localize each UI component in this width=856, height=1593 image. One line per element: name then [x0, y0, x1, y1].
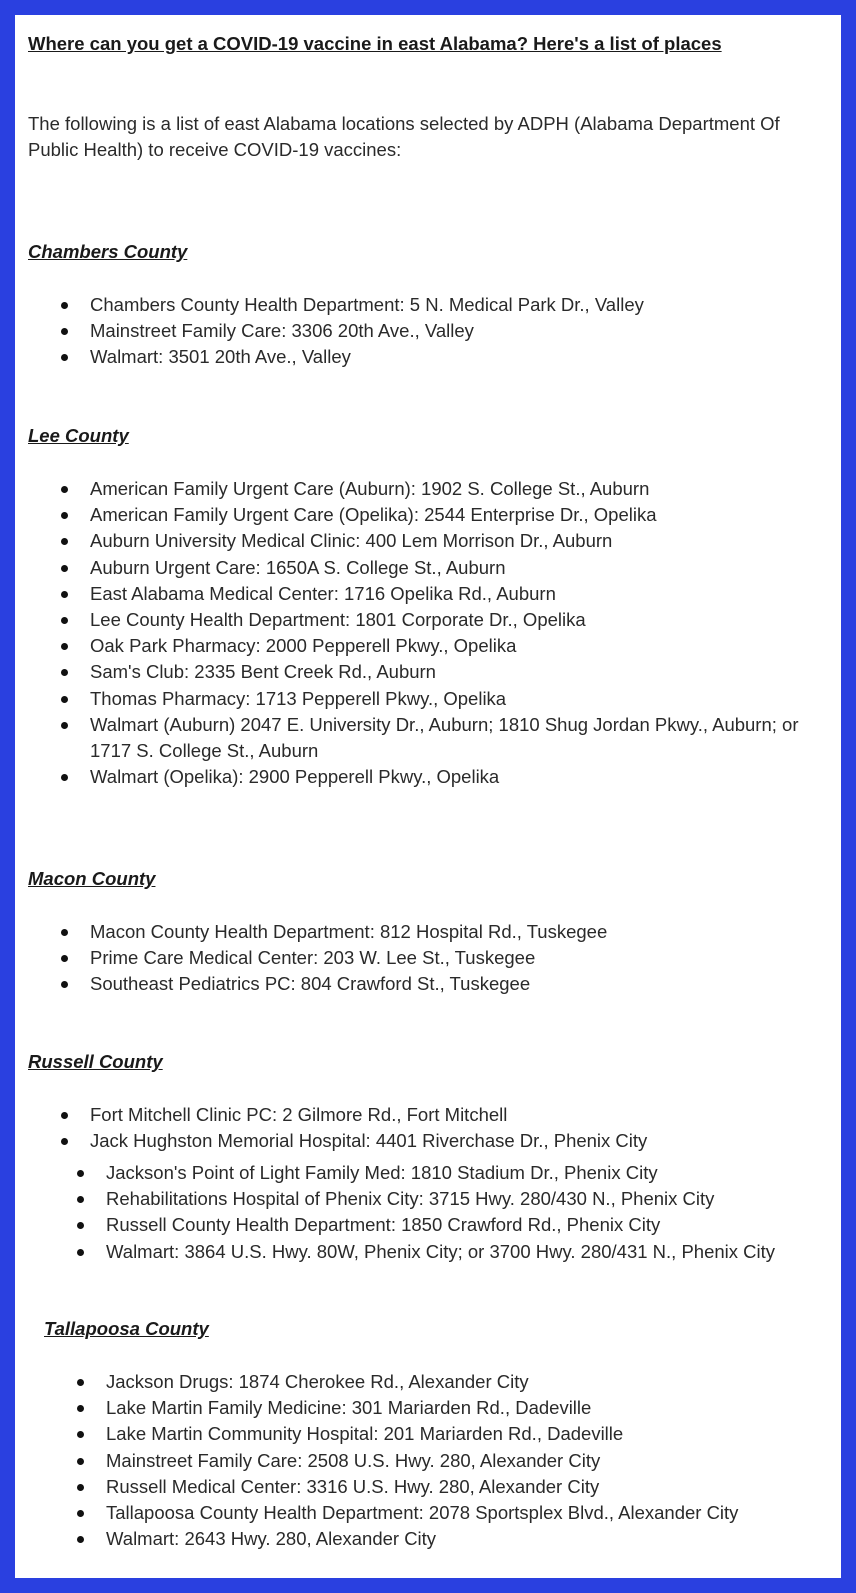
list-item: Jackson's Point of Light Family Med: 1810 Stadium Dr., Phenix City	[28, 1160, 838, 1186]
list-item: Oak Park Pharmacy: 2000 Pepperell Pkwy., Opelika	[28, 633, 838, 659]
list-item: Walmart (Auburn) 2047 E. University Dr., Auburn; 1810 Shug Jordan Pkwy., Auburn; or 1717 S. College St., Auburn	[28, 712, 838, 764]
list-item: Rehabilitations Hospital of Phenix City: 3715 Hwy. 280/430 N., Phenix City	[28, 1186, 838, 1212]
list-item: Walmart: 3501 20th Ave., Valley	[28, 344, 828, 370]
list-chambers-county	[28, 292, 828, 371]
heading-lee-county: Lee County	[28, 425, 129, 446]
heading-russell-county: Russell County	[28, 1051, 163, 1072]
list-item: American Family Urgent Care (Opelika): 2544 Enterprise Dr., Opelika	[28, 502, 838, 528]
list-item: Southeast Pediatrics PC: 804 Crawford St., Tuskegee	[28, 971, 828, 997]
list-item: Macon County Health Department: 812 Hospital Rd., Tuskegee	[28, 919, 828, 945]
list-item: Jackson Drugs: 1874 Cherokee Rd., Alexander City	[28, 1369, 838, 1395]
heading-chambers-county: Chambers County	[28, 241, 188, 262]
list-item: Walmart (Opelika): 2900 Pepperell Pkwy., Opelika	[28, 764, 838, 790]
list-item: Auburn University Medical Clinic: 400 Lem Morrison Dr., Auburn	[28, 528, 838, 554]
list-item: Chambers County Health Department: 5 N. Medical Park Dr., Valley	[28, 292, 828, 318]
list-item: Russell Medical Center: 3316 U.S. Hwy. 280, Alexander City	[28, 1474, 838, 1500]
intro-paragraph: The following is a list of east Alabama locations selected by ADPH (Alabama Department Of Public Health) to receive COVID-19 vaccines:	[28, 113, 780, 160]
heading-tallapoosa-county: Tallapoosa County	[44, 1318, 209, 1339]
list-item: Mainstreet Family Care: 3306 20th Ave., Valley	[28, 318, 828, 344]
list-item: Prime Care Medical Center: 203 W. Lee St., Tuskegee	[28, 945, 828, 971]
list-item: Russell County Health Department: 1850 Crawford Rd., Phenix City	[28, 1212, 838, 1238]
list-item: Fort Mitchell Clinic PC: 2 Gilmore Rd., Fort Mitchell	[28, 1102, 828, 1128]
list-item: East Alabama Medical Center: 1716 Opelika Rd., Auburn	[28, 581, 838, 607]
list-russell-county	[28, 1102, 828, 1154]
document-title: Where can you get a COVID-19 vaccine in east Alabama? Here's a list of places	[28, 33, 722, 54]
list-lee-county	[28, 476, 838, 790]
list-item: Tallapoosa County Health Department: 2078 Sportsplex Blvd., Alexander City	[28, 1500, 838, 1526]
list-macon-county	[28, 919, 828, 998]
list-item: Walmart: 3864 U.S. Hwy. 80W, Phenix City; or 3700 Hwy. 280/431 N., Phenix City	[28, 1239, 838, 1265]
list-item: Lake Martin Community Hospital: 201 Mariarden Rd., Dadeville	[28, 1421, 838, 1447]
list-item: Jack Hughston Memorial Hospital: 4401 Riverchase Dr., Phenix City	[28, 1128, 828, 1154]
list-russell-county-indented	[28, 1160, 838, 1265]
list-item: Lake Martin Family Medicine: 301 Mariarden Rd., Dadeville	[28, 1395, 838, 1421]
list-item: Auburn Urgent Care: 1650A S. College St., Auburn	[28, 555, 838, 581]
list-item: Sam's Club: 2335 Bent Creek Rd., Auburn	[28, 659, 838, 685]
list-item: Mainstreet Family Care: 2508 U.S. Hwy. 280, Alexander City	[28, 1448, 838, 1474]
list-item: Lee County Health Department: 1801 Corporate Dr., Opelika	[28, 607, 838, 633]
heading-macon-county: Macon County	[28, 868, 156, 889]
list-tallapoosa-county	[28, 1369, 838, 1552]
list-item: American Family Urgent Care (Auburn): 1902 S. College St., Auburn	[28, 476, 838, 502]
document-page	[15, 15, 841, 1578]
list-item: Thomas Pharmacy: 1713 Pepperell Pkwy., Opelika	[28, 686, 838, 712]
list-item: Walmart: 2643 Hwy. 280, Alexander City	[28, 1526, 838, 1552]
